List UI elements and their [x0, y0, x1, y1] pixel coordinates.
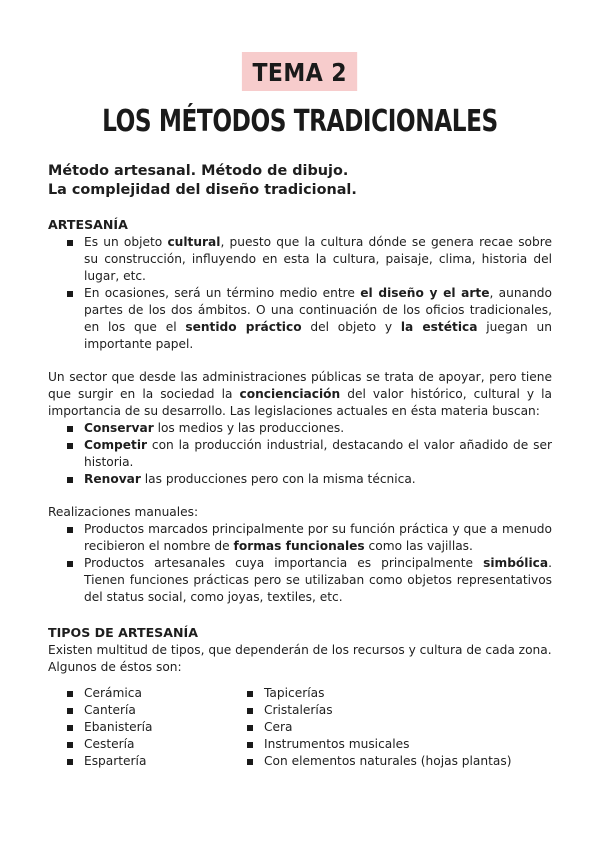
tipos-list-column-1 — [48, 685, 228, 770]
list-item: Renovar las producciones pero con la misma técnica. — [48, 471, 552, 488]
subtitle — [48, 162, 552, 200]
sector-paragraph: Un sector que desde las administraciones públicas se trata de apoyar, pero tiene que surgir en la sociedad la concienciación del valor histórico, cultural y la importancia de su desarrollo. Las legislaciones actuales en ésta materia buscan: — [48, 370, 552, 418]
list-item: Tapicerías — [228, 685, 552, 702]
list-item: Cerámica — [48, 685, 228, 702]
list-item: Competir con la producción industrial, destacando el valor añadido de ser historia. — [48, 437, 552, 471]
realizaciones-intro: Realizaciones manuales: — [48, 505, 199, 519]
document-body — [48, 162, 552, 770]
list-item: Conservar los medios y las producciones. — [48, 420, 552, 437]
sector-goals-list — [48, 420, 552, 488]
section-heading-artesania: ARTESANÍA — [48, 217, 128, 232]
topic-badge-wrapper — [0, 52, 600, 91]
tipos-intro: Existen multitud de tipos, que dependerán de los recursos y cultura de cada zona. Algunos de éstos son: — [48, 643, 552, 674]
tipos-list-column-2 — [228, 685, 552, 770]
list-item: Cestería — [48, 736, 228, 753]
list-item: Cantería — [48, 702, 228, 719]
list-item: Espartería — [48, 753, 228, 770]
page-title: LOS MÉTODOS TRADICIONALES — [102, 104, 498, 139]
subtitle-line-2: La complejidad del diseño tradicional. — [48, 182, 357, 198]
topic-badge: TEMA 2 — [242, 52, 358, 91]
list-item: Productos marcados principalmente por su función práctica y que a menudo recibieron el nombre de formas funcionales como las vajillas. — [48, 521, 552, 555]
list-item: Cera — [228, 719, 552, 736]
list-item: Instrumentos musicales — [228, 736, 552, 753]
list-item: Productos artesanales cuya importancia es principalmente simbólica. Tienen funciones prácticas pero se utilizaban como objetos representativos del status social, como joyas, textiles, etc. — [48, 555, 552, 606]
section-heading-tipos: TIPOS DE ARTESANÍA — [48, 625, 198, 640]
realizaciones-list — [48, 521, 552, 606]
list-item: Con elementos naturales (hojas plantas) — [228, 753, 552, 770]
list-item: Cristalerías — [228, 702, 552, 719]
subtitle-line-1: Método artesanal. Método de dibujo. — [48, 163, 349, 179]
list-item: Ebanistería — [48, 719, 228, 736]
list-item: Es un objeto cultural, puesto que la cultura dónde se genera recae sobre su construcción, influyendo en esta la cultura, paisaje, clima, historia del lugar, etc. — [48, 234, 552, 285]
artesania-list — [48, 234, 552, 353]
tipos-columns — [48, 685, 552, 770]
list-item: En ocasiones, será un término medio entre el diseño y el arte, aunando partes de los dos ámbitos. O una continuación de los oficios tradicionales, en los que el sentido práctico del objeto y la estética juegan un importante papel. — [48, 285, 552, 353]
